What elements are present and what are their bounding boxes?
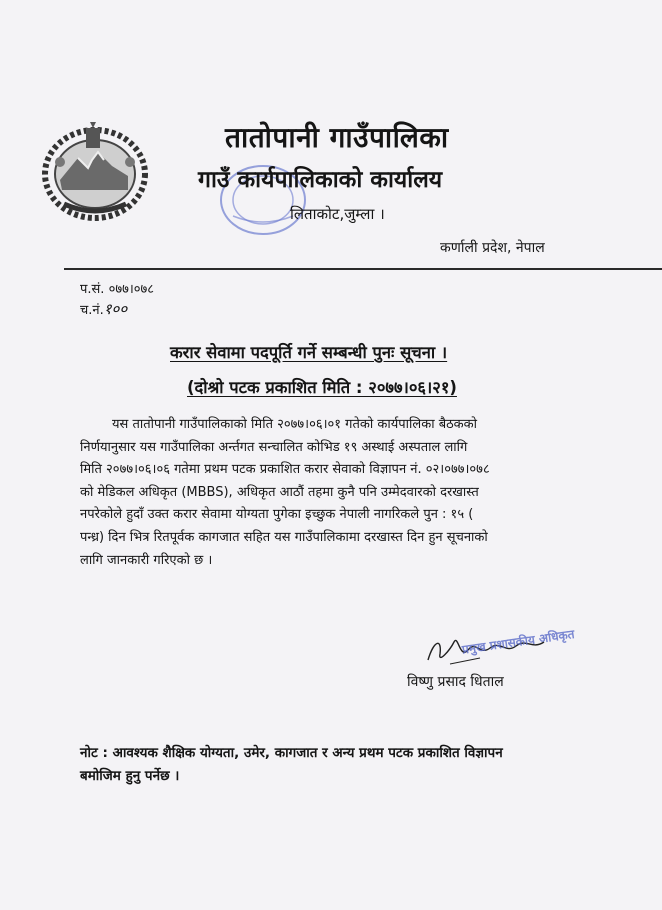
province-line: कर्णाली प्रदेश, नेपाल	[440, 240, 545, 256]
municipality-title: तातोपानी गाउँपालिका	[225, 121, 449, 154]
designation-stamp-text: प्रमुख प्रशासकीय अधिकृत	[461, 627, 576, 657]
notice-subheading: (दोश्रो पटक प्रकाशित मिति : २०७७।०६।२१)	[187, 378, 457, 397]
nepal-government-emblem-icon	[40, 118, 150, 223]
note-line: बमोजिम हुनु पर्नेछ ।	[80, 768, 180, 784]
body-line: को मेडिकल अधिकृत (MBBS), अधिकृत आठौं तहमा कुनै पनि उम्मेदवारको दरखास्त	[80, 484, 479, 500]
body-line: निर्णयानुसार यस गाउँपालिका अर्न्तगत सन्चालित कोभिड १९ अस्थाई अस्पताल लागि	[80, 439, 468, 455]
signer-name: विष्णु प्रसाद धिताल	[407, 674, 504, 690]
body-line: पन्ध्र) दिन भित्र रितपूर्वक कागजात सहित यस गाउँपालिकामा दरखास्त दिन हुन सूचनाको	[80, 529, 488, 545]
cn-label: च.नं.	[80, 303, 104, 318]
body-line: मिति २०७७।०६।०६ गतेमा प्रथम पटक प्रकाशित करार सेवाको विज्ञापन नं. ०२।०७७।०७८	[80, 462, 490, 478]
address-line: लिताकोट,जुम्ला ।	[290, 205, 385, 223]
body-line: लागि जानकारी गरिएको छ ।	[80, 552, 213, 568]
ps-reference	[80, 279, 154, 297]
header-divider	[64, 268, 662, 270]
note-line: नोट : आवश्यक शैक्षिक योग्यता, उमेर, कागजात र अन्य प्रथम पटक प्रकाशित विज्ञापन	[80, 745, 503, 761]
body-line: यस तातोपानी गाउँपालिकाको मिति २०७७।०६।०१ गतेको कार्यपालिका बैठकको	[112, 417, 478, 432]
body-line: नपरेकोले हुदाँ उक्त करार सेवामा योग्यता पुगेका इच्छुक नेपाली नागरिकले पुन : १५ (	[80, 507, 474, 523]
note-section	[80, 742, 600, 788]
ps-label: प.सं.	[80, 282, 105, 297]
notice-body	[80, 414, 600, 572]
cn-reference	[80, 299, 127, 319]
cn-value: १००	[103, 300, 128, 318]
notice-heading: करार सेवामा पदपूर्ति गर्ने सम्बन्धी पुनः सूचना ।	[170, 343, 448, 362]
ps-value: ०७७।०७८	[108, 282, 155, 297]
office-title: गाउँ कार्यपालिकाको कार्यालय	[198, 167, 443, 193]
